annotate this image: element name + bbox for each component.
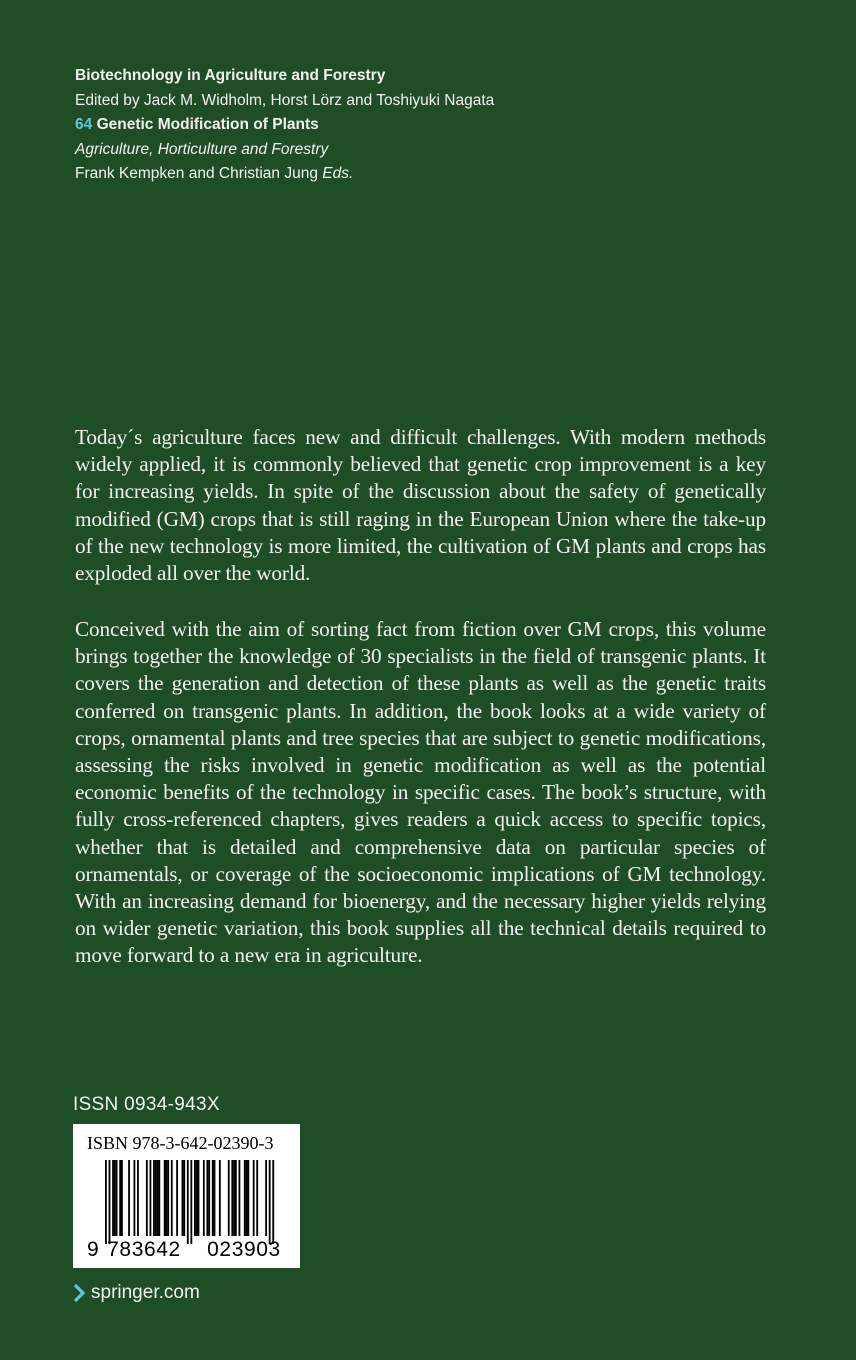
barcode-lead-digit: 9 (87, 1238, 99, 1261)
series-info (75, 64, 635, 187)
volume-number: 64 (75, 116, 93, 133)
volume-subtitle: Agriculture, Horticulture and Forestry (75, 140, 329, 158)
barcode-right-group: 023903 (207, 1238, 281, 1261)
series-title: Biotechnology in Agriculture and Forestry (75, 67, 386, 84)
blurb-paragraph-1: Today´s agriculture faces new and difficult challenges. With modern methods widely applied, it is commonly believed that genetic crop improvement is a key for increasing yields. In spite of the discussion about the safety of genetically modified (GM) crops that is still raging in the European Union where the take-up of the new technology is more limited, the cultivation of GM plants and crops has exploded all over the world. (75, 425, 766, 586)
blurb-paragraph-2: Conceived with the aim of sorting fact from fiction over GM crops, this volume brings together the knowledge of 30 specialists in the field of transgenic plants. It covers the generation and detection of these plants as well as the genetic traits conferred on transgenic plants. In addition, the book looks at a wide variety of crops, ornamental plants and tree species that are subject to genetic modifications, assessing the risks involved in genetic modification as well as the potential economic benefits of the technology in specific cases. The book’s structure, with fully cross-referenced chapters, gives readers a quick access to specific topics, whether that is detailed and comprehensive data on particular species of ornamentals, or coverage of the socioeconomic implications of GM technology. With an increasing demand for bioenergy, and the necessary higher yields relying on wider genetic variation, this book supplies all the technical details required to move forward to a new era in agriculture. (75, 617, 766, 968)
volume-editors: Frank Kempken and Christian Jung (75, 165, 318, 182)
barcode-digits (73, 1124, 300, 1268)
issn-number: ISSN 0934-943X (73, 1094, 220, 1115)
chevron-right-icon (73, 1284, 85, 1302)
barcode-box (73, 1124, 300, 1268)
volume-title: Genetic Modification of Plants (96, 116, 319, 133)
series-editors: Edited by Jack M. Widholm, Horst Lörz and Toshiyuki Nagata (75, 91, 495, 109)
volume-heading (75, 113, 635, 138)
publisher-url: springer.com (91, 1282, 200, 1303)
eds-suffix: Eds. (322, 165, 354, 182)
publisher-link[interactable] (73, 1280, 200, 1306)
isbn-label: ISBN 978-3-642-02390-3 (87, 1133, 274, 1153)
barcode-left-group: 783642 (107, 1238, 181, 1261)
volume-editors-line (75, 162, 635, 187)
